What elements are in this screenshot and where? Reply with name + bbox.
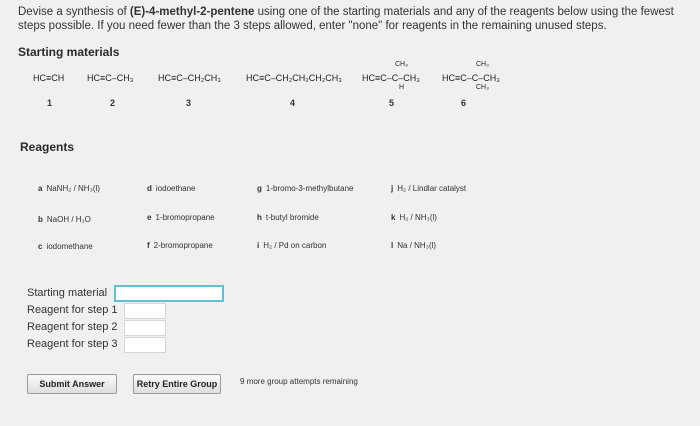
- reagents-heading: Reagents: [20, 140, 75, 154]
- starting-materials-heading: Starting materials: [18, 45, 120, 59]
- reagent-text: 2-bromopropane: [153, 241, 213, 250]
- reagent-j: [391, 184, 466, 193]
- reagent-text: 1-bromopropane: [155, 213, 215, 222]
- reagent-text: iodomethane: [46, 242, 93, 251]
- reagent-key: j: [391, 184, 394, 193]
- submit-answer-button[interactable]: Submit Answer: [27, 374, 117, 394]
- starting-material-1: HC≡CH: [33, 73, 65, 83]
- starting-material-5: [362, 61, 432, 93]
- starting-material-5-number: 5: [389, 98, 395, 108]
- step3-reagent-input[interactable]: [124, 337, 166, 353]
- reagent-text: NaNH₂ / NH₃(l): [46, 184, 100, 193]
- reagent-key: c: [38, 242, 43, 251]
- target-compound: (E)-4-methyl-2-pentene: [129, 6, 255, 18]
- reagent-key: i: [257, 241, 260, 250]
- reagent-text: t-butyl bromide: [265, 213, 319, 222]
- reagent-d: [147, 184, 195, 193]
- starting-material-6: [442, 61, 514, 97]
- step1-reagent-input[interactable]: [124, 303, 166, 319]
- reagent-b: [38, 215, 91, 224]
- reagent-l: [391, 241, 436, 250]
- substituent-top: CH₃: [476, 61, 489, 68]
- reagent-text: H₂ / Lindlar catalyst: [397, 184, 467, 193]
- question-prompt: [18, 5, 688, 33]
- starting-material-4-number: 4: [290, 98, 296, 108]
- reagent-h: [257, 213, 319, 222]
- starting-material-6-number: 6: [461, 98, 467, 108]
- prompt-text: Devise a synthesis of: [18, 6, 130, 18]
- starting-material-label: Starting material: [27, 287, 108, 299]
- reagent-key: e: [147, 213, 152, 222]
- retry-group-button[interactable]: Retry Entire Group: [133, 374, 221, 394]
- reagent-k: [391, 213, 437, 222]
- step1-label: Reagent for step 1: [27, 304, 118, 316]
- reagent-key: l: [391, 241, 394, 250]
- substituent-top: CH₃: [395, 61, 408, 68]
- starting-material-3: HC≡C–CH₂CH₃: [158, 73, 221, 83]
- reagent-key: a: [38, 184, 43, 193]
- reagent-c: [38, 242, 93, 251]
- starting-material-4: HC≡C–CH₂CH₂CH₂CH₃: [246, 73, 342, 83]
- prompt-text-rest: using one of the starting materials and any of the reagents below using the fewest steps possible. If you need fewer than the 3 steps allowed, enter "none" for reagents in the remaining unused steps.: [18, 6, 674, 32]
- starting-material-2-number: 2: [110, 98, 116, 108]
- reagent-e: [147, 213, 215, 222]
- reagent-text: 1-bromo-3-methylbutane: [265, 184, 354, 193]
- reagent-text: H₂ / Pd on carbon: [263, 241, 327, 250]
- reagent-key: k: [391, 213, 396, 222]
- starting-material-2: HC≡C–CH₃: [87, 73, 134, 83]
- reagent-text: iodoethane: [155, 184, 196, 193]
- reagent-key: b: [38, 215, 43, 224]
- reagent-g: [257, 184, 354, 193]
- reagent-a: [38, 184, 100, 193]
- step2-label: Reagent for step 2: [27, 321, 118, 333]
- reagent-key: d: [147, 184, 152, 193]
- step3-label: Reagent for step 3: [27, 338, 118, 350]
- substituent-bottom: H: [399, 84, 405, 91]
- reagent-key: g: [257, 184, 262, 193]
- reagent-key: f: [147, 241, 150, 250]
- reagent-text: Na / NH₃(l): [397, 241, 437, 250]
- reagent-text: H₂ / NH₃(l): [399, 213, 437, 222]
- reagent-key: h: [257, 213, 262, 222]
- reagent-i: [257, 241, 326, 250]
- starting-material-input[interactable]: [114, 285, 224, 302]
- reagent-f: [147, 241, 213, 250]
- starting-material-1-number: 1: [47, 98, 53, 108]
- substituent-bottom: CH₃: [476, 84, 489, 91]
- formula-main: HC≡C–C–CH₃: [362, 73, 420, 83]
- step2-reagent-input[interactable]: [124, 320, 166, 336]
- starting-material-3-number: 3: [186, 98, 192, 108]
- formula-main: HC≡C–C–CH₃: [442, 73, 500, 83]
- reagent-text: NaOH / H₂O: [46, 215, 91, 224]
- attempts-remaining: 9 more group attempts remaining: [240, 377, 358, 386]
